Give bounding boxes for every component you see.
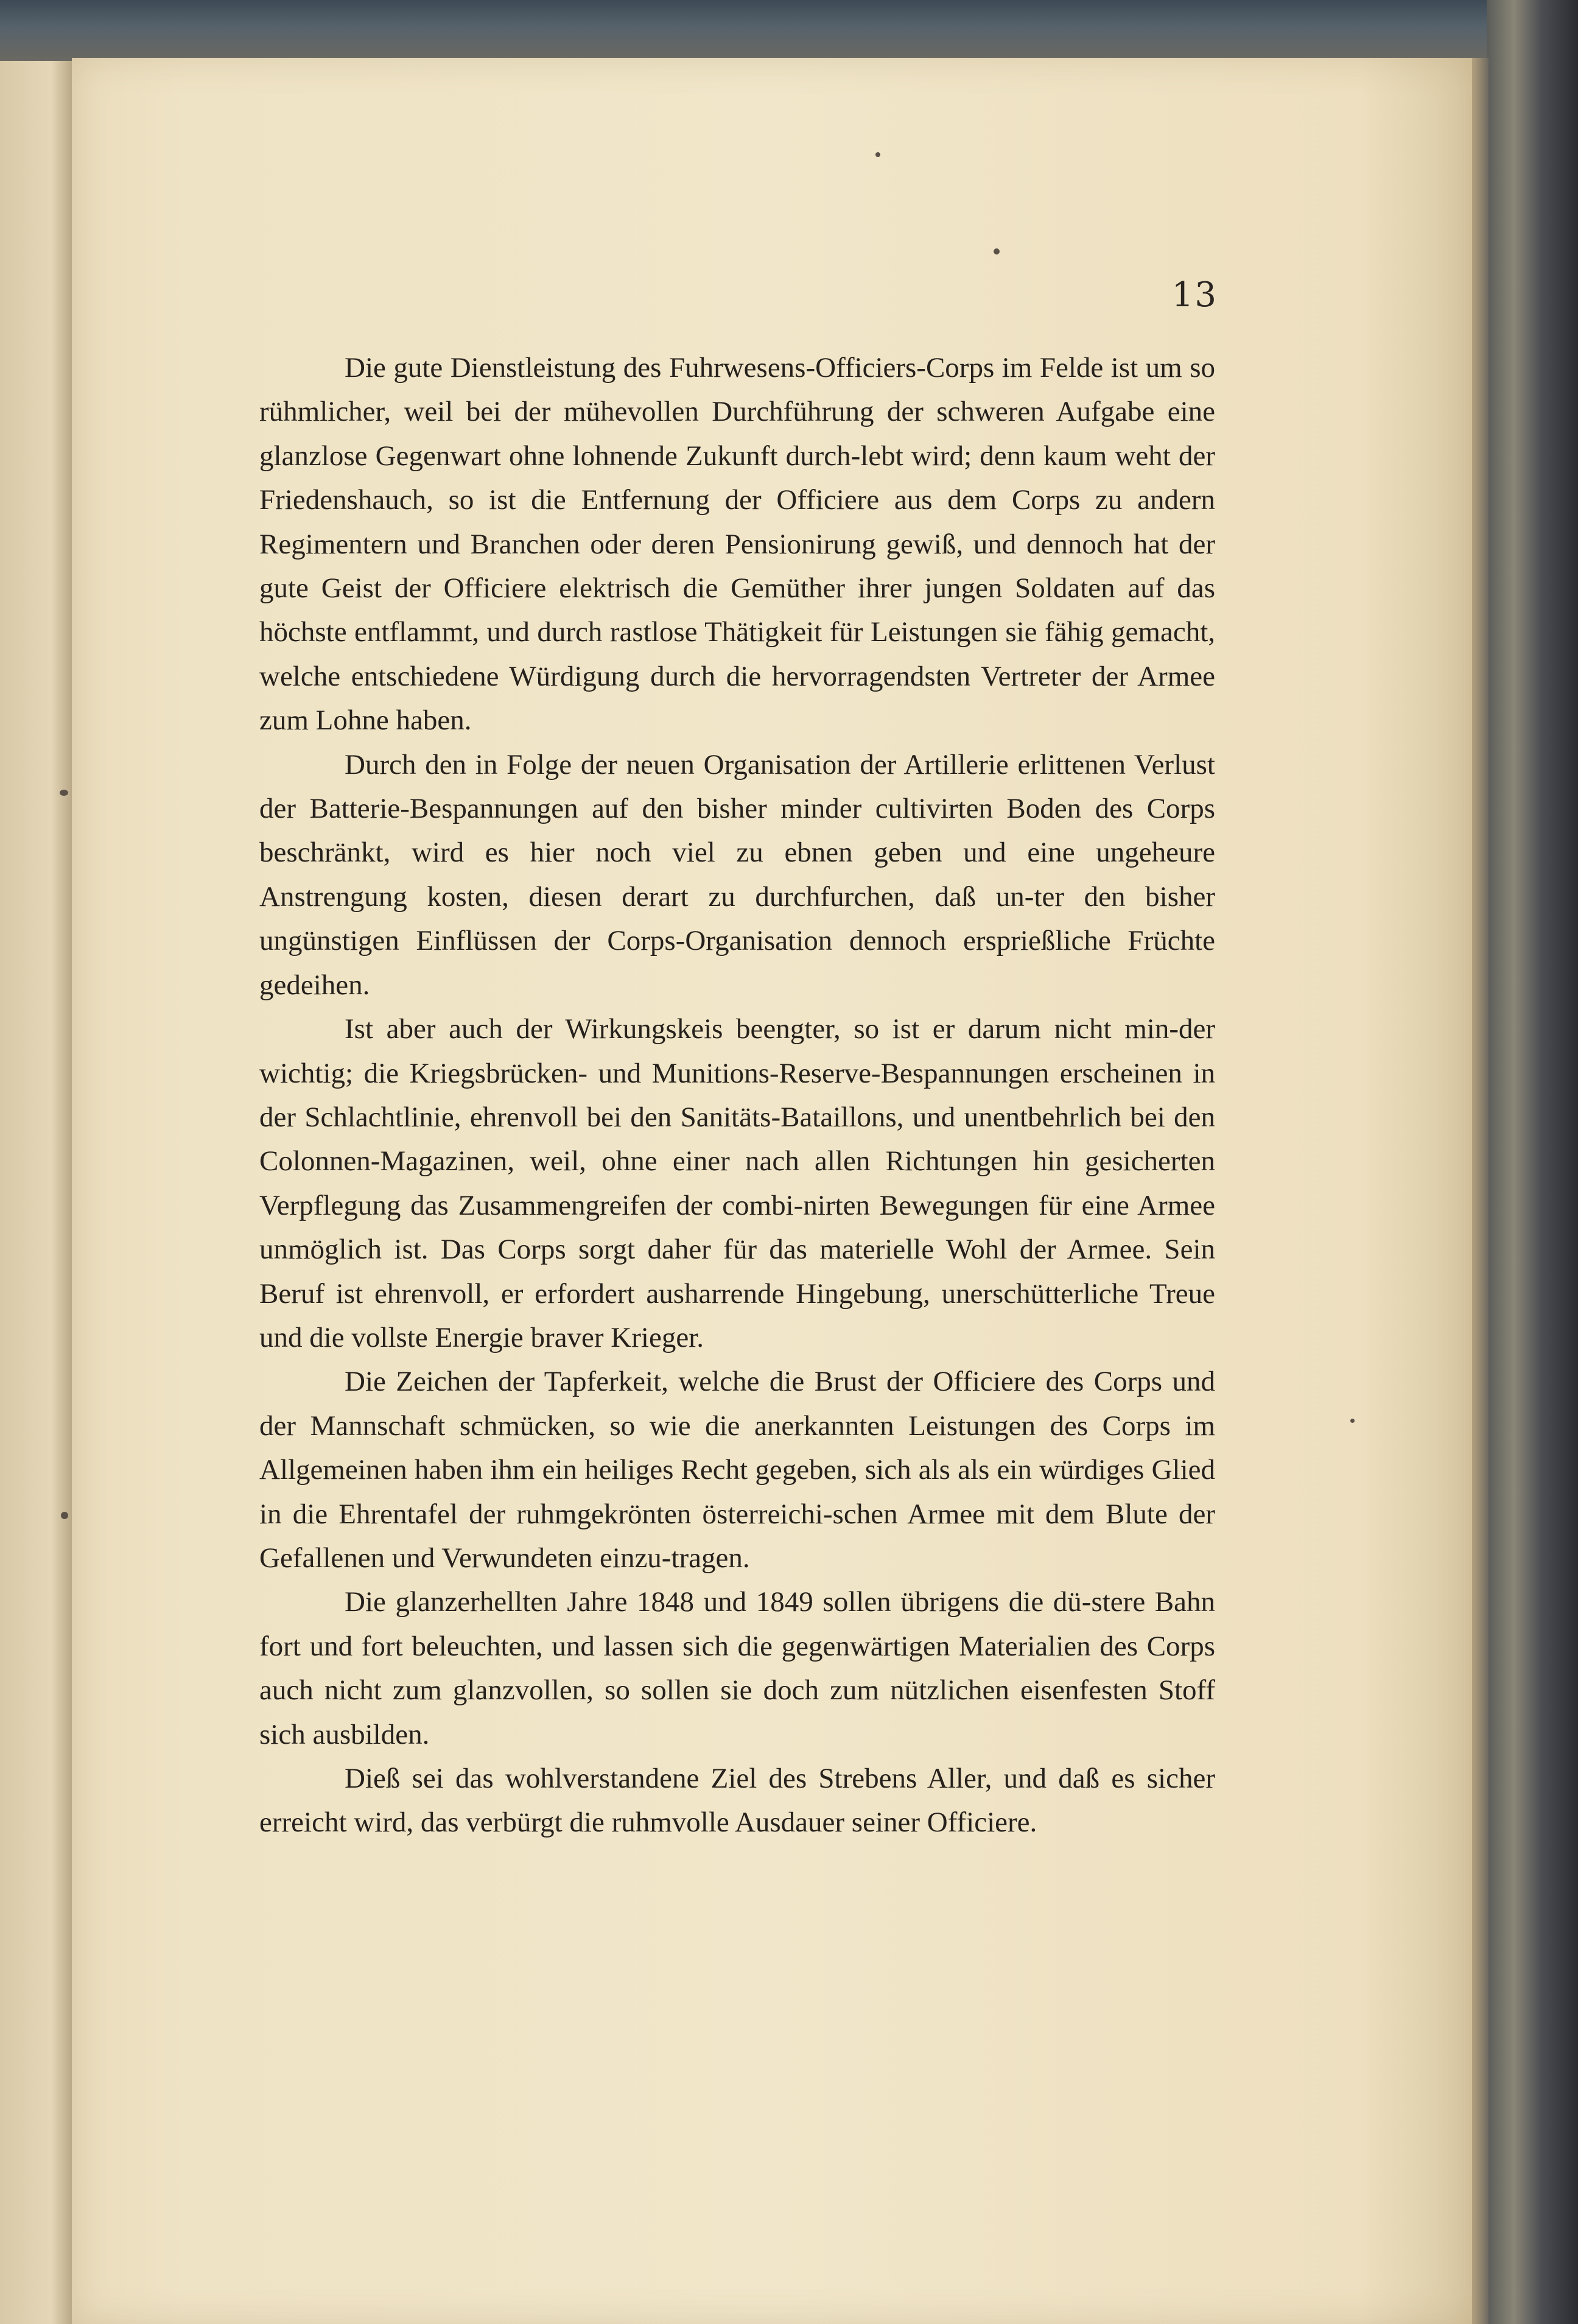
paragraph: Ist aber auch der Wirkungskeis beengter, so ist er darum nicht min-der wichtig; die Kriegsbrücken- und Munitions-Reserve-Bespannungen erscheinen in der Schlachtlinie, ehrenvoll bei den Sanitäts-Bataillons, und unentbehrlich bei den Colonnen-Magazinen, weil, ohne einer nach allen Richtungen hin gesicherten Verpflegung das Zusammengreifen der combi-nirten Bewegungen für eine Armee unmöglich ist. Das Corps sorgt daher für das materielle Wohl der Armee. Sein Beruf ist ehrenvoll, er erfordert ausharrende Hingebung, unerschütterliche Treue und die vollste Energie braver Krieger. bbox=[259, 1013, 1215, 1353]
book-binding-top bbox=[0, 0, 1578, 67]
paper-speck bbox=[994, 248, 1000, 255]
paper-speck bbox=[1350, 1419, 1355, 1423]
paragraph: Die gute Dienstleistung des Fuhrwesens-Officiers-Corps im Felde ist um so rühmlicher, weil bei der mühevollen Durchführung der schweren Aufgabe eine glanzlose Gegenwart ohne lohnende Zukunft durch-lebt wird; denn kaum weht der Friedenshauch, so ist die Entfernung der Officiere aus dem Corps zu andern Regimentern und Branchen oder deren Pensionirung gewiß, und dennoch hat der gute Geist der Officiere elektrisch die Gemüther ihrer jungen Soldaten auf das höchste entflammt, und durch rastlose Thätigkeit für Leistungen sie fähig gemacht, welche entschiedene Würdigung durch die hervorragendsten Vertreter der Armee zum Lohne haben. bbox=[259, 352, 1215, 737]
paragraph: Die glanzerhellten Jahre 1848 und 1849 sollen übrigens die dü-stere Bahn fort und fort beleuchten, und lassen sich die gegenwärtigen Materialien des Corps auch nicht zum glanzvollen, so sollen sie doch zum nützlichen eisenfesten Stoff sich ausbilden. bbox=[259, 1586, 1215, 1750]
book-binding-right bbox=[1487, 0, 1578, 2324]
paragraph: Die Zeichen der Tapferkeit, welche die Brust der Officiere des Corps und der Mannschaft schmücken, so wie die anerkannten Leistungen des Corps im Allgemeinen haben ihm ein heiliges Recht gegeben, sich als als ein würdiges Glied in die Ehrentafel der ruhmgekrönten österreichi-schen Armee mit dem Blute der Gefallenen und Verwundeten einzu-tragen. bbox=[259, 1366, 1215, 1574]
paper-speck bbox=[61, 1512, 68, 1519]
page-number: 13 bbox=[1171, 275, 1218, 315]
paper-speck bbox=[60, 790, 68, 796]
previous-page-edge bbox=[0, 61, 73, 2324]
body-text bbox=[259, 346, 1215, 1845]
paragraph: Durch den in Folge der neuen Organisation der Artillerie erlittenen Verlust der Batterie-Bespannungen auf den bisher minder cultivirten Boden des Corps beschränkt, wird es hier noch viel zu ebnen geben und eine ungeheure Anstrengung kosten, diesen derart zu durchfurchen, daß un-ter den bisher ungünstigen Einflüssen der Corps-Organisation dennoch ersprießliche Früchte gedeihen. bbox=[259, 748, 1215, 1001]
paragraph: Dieß sei das wohlverstandene Ziel des Strebens Aller, und daß es sicher erreicht wird, das verbürgt die ruhmvolle Ausdauer seiner Officiere. bbox=[259, 1763, 1215, 1839]
paper-speck bbox=[875, 152, 880, 157]
